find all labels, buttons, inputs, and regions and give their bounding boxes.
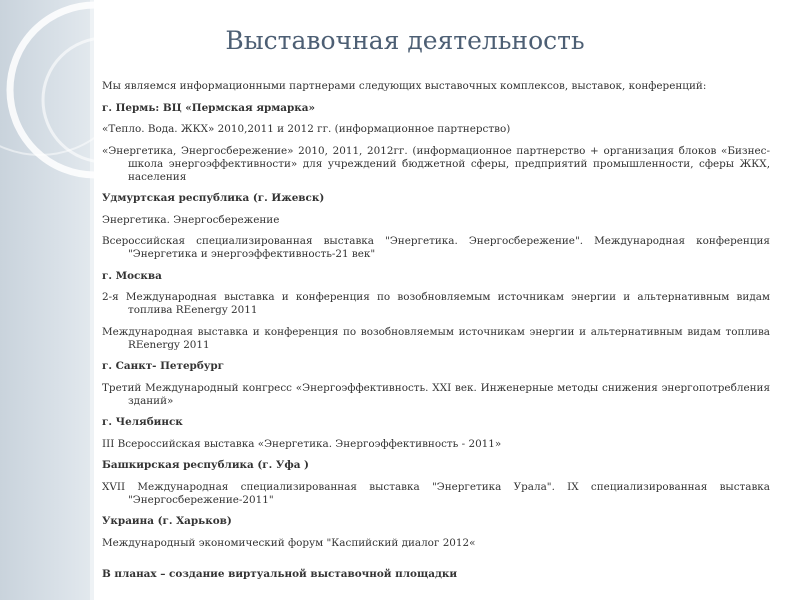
list-item: Международная выставка и конференция по возобновляемым источникам энергии и альтернативным видам топлива REenergy 2011 xyxy=(102,325,770,351)
section-heading-perm: г. Пермь: ВЦ «Пермская ярмарка» xyxy=(102,101,316,114)
list-item: XVII Международная специализированная выставка "Энергетика Урала". IX специализированная выставка "Энергосбережение-2011" xyxy=(102,480,770,506)
footer-plans: В планах – создание виртуальной выставочной площадки xyxy=(102,568,458,580)
list-item: Энергетика. Энергосбережение xyxy=(102,213,280,226)
list-item: Международный экономический форум "Каспийский диалог 2012« xyxy=(102,536,476,549)
intro-text: Мы являемся информационными партнерами следующих выставочных комплексов, выставок, конференций: xyxy=(102,80,707,92)
list-item: «Тепло. Вода. ЖКХ» 2010,2011 и 2012 гг. (информационное партнерство) xyxy=(102,123,511,135)
section-heading-bashkiria: Башкирская республика (г. Уфа ) xyxy=(102,459,309,471)
list-item: 2-я Международная выставка и конференция по возобновляемым источникам энергии и альтернативным видам топлива REenergy 2011 xyxy=(102,291,770,316)
content-body xyxy=(102,80,770,590)
section-heading-udmurtia: Удмуртская республика (г. Ижевск) xyxy=(102,192,325,204)
section-heading-ukraine: Украина (г. Харьков) xyxy=(102,515,232,527)
section-heading-spb: г. Санкт- Петербург xyxy=(102,360,225,372)
page-title: Выставочная деятельность xyxy=(225,26,585,55)
list-item: Всероссийская специализированная выставка "Энергетика. Энергосбережение". Международная конференция "Энергетика и энергоэффективность-21 век" xyxy=(102,235,770,260)
section-heading-chelyabinsk: г. Челябинск xyxy=(102,416,183,428)
list-item: III Всероссийская выставка «Энергетика. Энергоэффективность - 2011» xyxy=(102,437,502,450)
list-item: «Энергетика, Энергосбережение» 2010, 2011, 2012гг. (информационное партнерство + организация блоков «Бизнес-школа энергоэффективности» для учреждений бюджетной сферы, предприятий промышленности, сферы ЖКХ, населения xyxy=(102,144,770,183)
section-heading-moscow: г. Москва xyxy=(102,269,162,282)
list-item: Третий Международный конгресс «Энергоэффективность. XXI век. Инженерные методы снижения энергопотребления зданий» xyxy=(102,381,770,407)
